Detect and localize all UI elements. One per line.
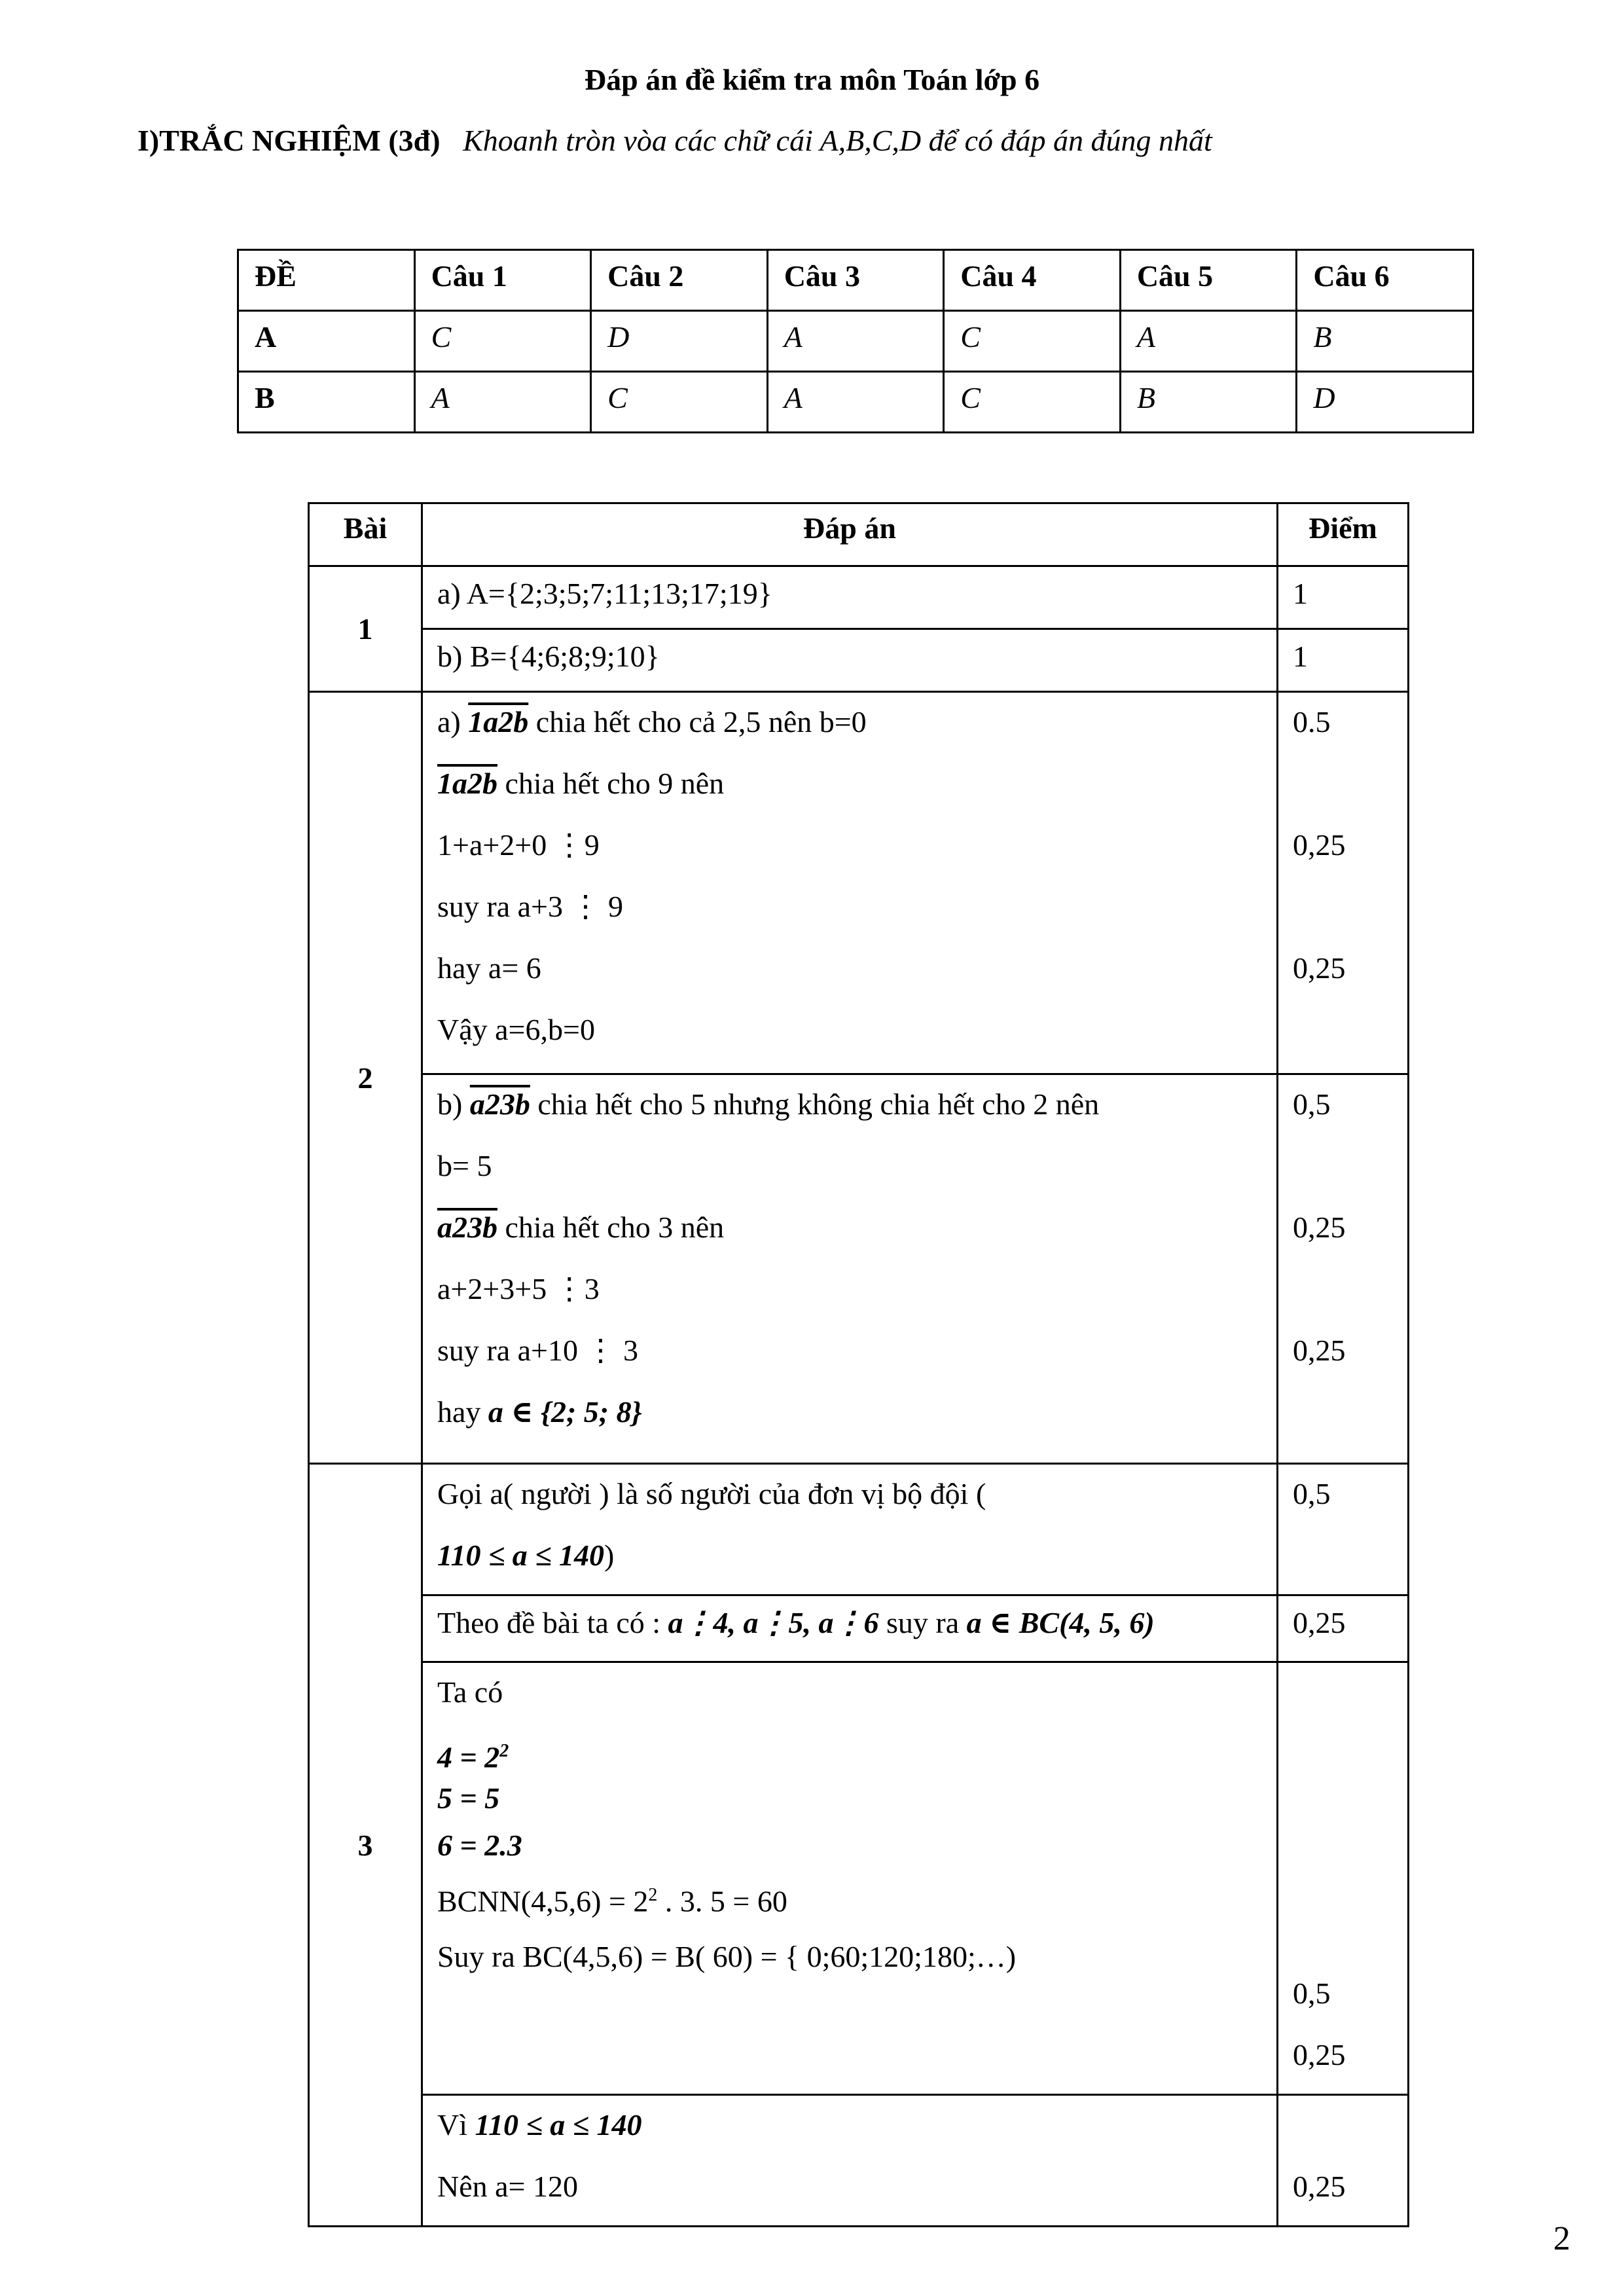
header-cell: Câu 3 bbox=[767, 250, 944, 311]
math-expression: 5 = 5 bbox=[437, 1781, 500, 1815]
table-row bbox=[238, 372, 1473, 433]
table-row bbox=[309, 1595, 1409, 1662]
answer-line: $4 = 2^2$ bbox=[437, 1740, 509, 1774]
math-expression: a ∈ {2; 5; 8} bbox=[488, 1395, 642, 1429]
answer-line: 110 ≤ a ≤ 140) bbox=[437, 1539, 615, 1572]
answer-cell: C bbox=[944, 372, 1121, 433]
answer-line: Theo đề bài ta có : a⋮4, a⋮5, a⋮6 suy ra a ∈ BC(4, 5, 6) bbox=[437, 1606, 1155, 1639]
section-instruction: Khoanh tròn vòa các chữ cái A,B,C,D để có đáp án đúng nhất bbox=[463, 124, 1212, 157]
math-expression: 110 ≤ a ≤ 140 bbox=[437, 1539, 604, 1572]
points: 1 bbox=[1293, 577, 1308, 610]
table-row bbox=[238, 311, 1473, 372]
answer-line bbox=[437, 1778, 1270, 1825]
answer-line: b) a23b chia hết cho 5 nhưng không chia hết cho 2 nên bbox=[437, 1087, 1100, 1121]
answer-line: Gọi a( người ) là số người của đơn vị bộ đội ( bbox=[437, 1477, 986, 1510]
answer-cell: A bbox=[767, 372, 944, 433]
header-cell: Câu 5 bbox=[1120, 250, 1297, 311]
answer-table bbox=[308, 502, 1409, 2227]
answer-cell: A bbox=[414, 372, 591, 433]
math-expression: 110 ≤ a ≤ 140 bbox=[475, 2108, 642, 2141]
answer-line: b) B={4;6;8;9;10} bbox=[437, 640, 660, 673]
points: 0,25 bbox=[1293, 2170, 1346, 2203]
page-number: 2 bbox=[1553, 2220, 1570, 2257]
table-row bbox=[309, 1074, 1409, 1464]
answer-line: hay a= 6 bbox=[437, 951, 541, 985]
math-expression: a⋮4, a⋮5, a⋮6 bbox=[668, 1606, 879, 1639]
answer-line: Ta có bbox=[437, 1675, 503, 1709]
answer-cell: B bbox=[1297, 311, 1473, 372]
answer-line: Nên a= 120 bbox=[437, 2170, 578, 2203]
answer-cell: C bbox=[591, 372, 768, 433]
points: 0.5 bbox=[1293, 705, 1331, 738]
points: 1 bbox=[1293, 640, 1308, 673]
math-expression: 4 = 2 bbox=[437, 1740, 500, 1774]
overline-number: a23b bbox=[437, 1211, 497, 1244]
header-cell: ĐỀ bbox=[238, 250, 415, 311]
bai-label: 1 bbox=[309, 566, 422, 692]
answer-line: hay a ∈ {2; 5; 8} bbox=[437, 1395, 642, 1429]
math-expression: a ∈ BC(4, 5, 6) bbox=[966, 1606, 1155, 1639]
header-cell: Câu 1 bbox=[414, 250, 591, 311]
overline-number: a23b bbox=[469, 1087, 530, 1121]
answer-cell: B bbox=[1120, 372, 1297, 433]
table-row bbox=[309, 1662, 1409, 2095]
answer-line bbox=[437, 1825, 1270, 1872]
section-label: I)TRẮC NGHIỆM (3đ) bbox=[137, 124, 441, 157]
table-row bbox=[309, 1464, 1409, 1595]
points: 0,25 bbox=[1293, 951, 1346, 985]
table-row bbox=[309, 566, 1409, 629]
header-bai: Bài bbox=[309, 503, 422, 566]
answer-line: suy ra a+10 ⋮ 3 bbox=[437, 1334, 638, 1367]
header-cell: Câu 6 bbox=[1297, 250, 1473, 311]
answer-line: 1a2b chia hết cho 9 nên bbox=[437, 767, 725, 800]
answer-cell: A bbox=[767, 311, 944, 372]
answer-line: BCNN(4,5,6) = $2^2$ . 3. 5 = 60 bbox=[437, 1884, 787, 1918]
answer-line: a23b chia hết cho 3 nên bbox=[437, 1211, 725, 1244]
de-cell: A bbox=[238, 311, 415, 372]
header-diem: Điểm bbox=[1278, 503, 1409, 566]
answer-cell: C bbox=[944, 311, 1121, 372]
section-heading bbox=[137, 123, 1212, 158]
answer-line: Suy ra BC(4,5,6) = B( 60) = { 0;60;120;180;…) bbox=[437, 1940, 1017, 1973]
math-expression: 6 = 2.3 bbox=[437, 1829, 522, 1862]
points: 0,25 bbox=[1293, 1606, 1346, 1639]
points: 0,25 bbox=[1293, 2038, 1346, 2071]
answer-line: Vì 110 ≤ a ≤ 140 bbox=[437, 2108, 642, 2141]
answer-cell: D bbox=[1297, 372, 1473, 433]
points: 0,25 bbox=[1293, 1334, 1346, 1367]
table-header-row bbox=[309, 503, 1409, 566]
answer-line: a) A={2;3;5;7;11;13;17;19} bbox=[437, 577, 772, 610]
bai-label: 3 bbox=[309, 1464, 422, 2227]
bai-label: 2 bbox=[309, 692, 422, 1464]
table-row bbox=[309, 2095, 1409, 2227]
header-cell: Câu 2 bbox=[591, 250, 768, 311]
answer-line: a) 1a2b chia hết cho cả 2,5 nên b=0 bbox=[437, 705, 867, 738]
header-cell: Câu 4 bbox=[944, 250, 1121, 311]
table-row bbox=[309, 629, 1409, 692]
answer-line: a+2+3+5 ⋮3 bbox=[437, 1272, 600, 1305]
points: 0,5 bbox=[1293, 1977, 1331, 2010]
points: 0,25 bbox=[1293, 1211, 1346, 1244]
points: 0,25 bbox=[1293, 828, 1346, 862]
points: 0,5 bbox=[1293, 1087, 1331, 1121]
answer-line: 1+a+2+0 ⋮9 bbox=[437, 828, 600, 862]
table-header-row bbox=[238, 250, 1473, 311]
answer-line: Vậy a=6,b=0 bbox=[437, 1013, 595, 1046]
overline-number: 1a2b bbox=[468, 705, 529, 738]
answer-line: b= 5 bbox=[437, 1149, 492, 1182]
header-dap-an: Đáp án bbox=[422, 503, 1278, 566]
answer-cell: C bbox=[414, 311, 591, 372]
points: 0,5 bbox=[1293, 1477, 1331, 1510]
answer-cell: D bbox=[591, 311, 768, 372]
page-title: Đáp án đề kiểm tra môn Toán lớp 6 bbox=[584, 63, 1040, 96]
table-row bbox=[309, 692, 1409, 1074]
answer-line: suy ra a+3 ⋮ 9 bbox=[437, 890, 623, 923]
multiple-choice-table bbox=[237, 249, 1474, 433]
overline-number: 1a2b bbox=[437, 767, 497, 800]
answer-cell: A bbox=[1120, 311, 1297, 372]
de-cell: B bbox=[238, 372, 415, 433]
